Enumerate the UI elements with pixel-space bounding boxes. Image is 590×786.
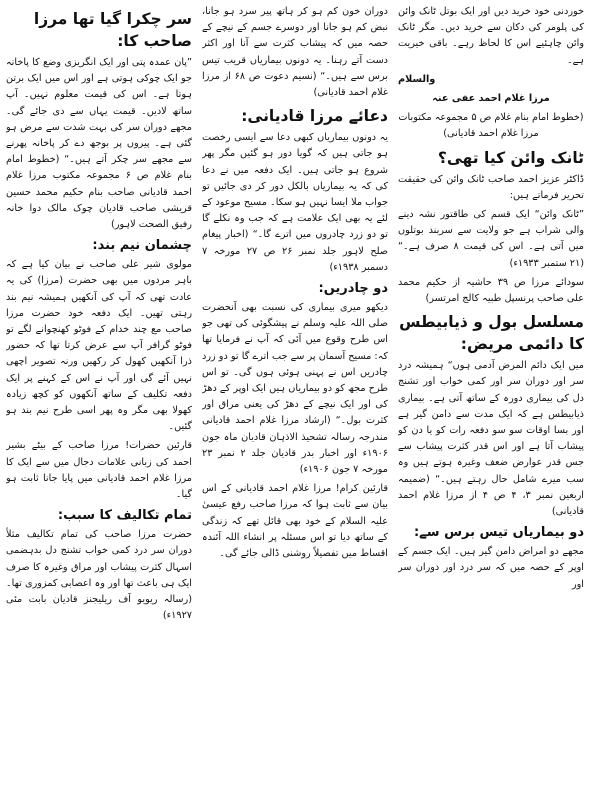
- heading-chronic-patient: مسلسل بول و ذیابیطس کا دائمی مریض:: [399, 313, 584, 354]
- heading-dua: دعائے مرزا قادیانی:: [241, 107, 388, 126]
- heading-two-illnesses: دو بیماریاں تیس برس سے:: [413, 525, 584, 541]
- paragraph: مجھے دو امراض دامن گیر ہیں۔ ایک جسم کے اوپر کے حصہ میں کہ سر درد اور دوران سر اور: [398, 546, 584, 590]
- paragraph: دوران خون کم ہو کر ہاتھ پیر سرد ہو جانا، نبض کم ہو جانا اور دوسرے جسم کے نیچے کے حصہ میں کہ پیشاب کثرت سے آنا اور اکثر دست آتے رہنا۔ یہ دونوں بیماریاں قریب تیس برس سے ہیں۔“ (نسیم دعوت ص ۶۸ از مرزا غلام احمد قادیانی): [202, 6, 388, 99]
- heading-half-closed-eyes: چشمان نیم بند:: [92, 238, 192, 254]
- paragraph: مولوی شیر علی صاحب نے بیان کیا ہے کہ باہر مردوں میں بھی حضرت (مرزا) کی یہ عادت تھی کہ آپ کی آنکھیں ہمیشہ نیم بند رہتی تھیں۔ ایک دفعہ خود حضرت مرزا صاحب مع چند خدام کے فوٹو کھنچوانے لگے تو فوٹو گرافر آپ سے عرض کرتا تھا کہ حضور ذرا آنکھیں کھول کر رکھیں ورنہ تصویر اچھی نہیں آئے گی اور آپ نے اس کے کہنے پر ایک دفعہ تکلیف کے ساتھ آنکھوں کو کچھ زیادہ کھولا بھی مگر وہ پھر اسی طرح نیم بند ہو گئیں۔: [6, 259, 192, 433]
- reference: سودائے مرزا ص ۳۹ حاشیہ از حکیم محمد علی صاحب پرنسپل طبیہ کالج امرتسر): [398, 276, 584, 305]
- quote: ”پان عمدہ پتی اور ایک انگریزی وضع کا پاخانہ جو ایک چوکی ہوتی ہے اور اس میں ایک برتن ہوتا ہے۔ اس کی قیمت معلوم نہیں۔ آپ ساتھ لادیں۔ قیمت یہاں سے دی جائے گی۔ مجھے دوران سر کی بہت شدت سے مرض ہو گئی ہے۔ پیروں پر بوجھ دے کر پاخانہ پھرنے سے مجھے سر چکر آتے ہیں۔“ (خطوط امام بنام غلام ص ۶ مجموعہ مکتوب مرزا غلام احمد قادیانی صاحب بنام حکیم محمد حسین قریشی صاحب قادیان چوک مالک دوا خانہ رفیق الصحت لاہور): [6, 57, 192, 231]
- quote: میں ایک دائم المرض آدمی ہوں“ ہمیشہ درد سر اور دوران سر اور کمی خواب اور تشنج دل کی بیماری دورہ کے ساتھ آتی ہے۔ بیماری ذیابیطس ہے کہ ایک مدت سے دامن گیر ہے اور بسا اوقات سو سو دفعہ رات کو یا دن کو پیشاب آتا ہے اور اس قدر کثرت پیشاب سے جس قدر عوارض ضعف وغیرہ ہوتے ہیں وہ سب میرے شامل حال رہتے ہیں۔“ (ضمیمہ اربعین نمبر ۳، ۴ ص ۴ از مرزا غلام احمد قادیانی): [398, 360, 584, 518]
- heading-two-sheets: دو چادریں:: [318, 281, 388, 297]
- paragraph: حضرت مرزا صاحب کی تمام تکالیف مثلاً دوران سر درد کمی خواب تشنج دل بدہضمی اسہال کثرت پیشاب اور مراق وغیرہ کا صرف ایک ہی باعث تھا اور وہ اعصابی کمزوری تھا۔ (رسالہ ریویو آف ریلیجنز قادیان بابت مئی ۱۹۲۷ء): [6, 529, 192, 622]
- paragraph: دیکھو میری بیماری کی نسبت بھی آنحضرت صلی اللہ علیہ وسلم نے پیشگوئی کی تھی جو اس طرح وقوع میں آئی کہ آپ نے فرمایا تھا کہ: مسیح آسمان پر سے جب اترے گا تو دو زرد چادریں اس نے پہنی ہوئی ہوں گی۔ تو اس طرح مجھ کو دو بیماریاں ہیں ایک اوپر کے دھڑ کی اور ایک نیچے کے دھڑ کی یعنی مراق اور کثرت بول۔“ (ارشاد مرزا غلام احمد قادیانی مندرجہ رسالہ تشحیذ الاذہان قادیان ماہ جون ۱۹۰۶ء اور اخبار بدر قادیان جلد ۲ نمبر ۲۳ مورخہ ۷ جون ۱۹۰۶ء): [202, 302, 388, 476]
- paragraph: ڈاکٹر عزیز احمد صاحب ٹانک وائن کی حقیقت تحریر فرماتے ہیں:: [398, 173, 584, 201]
- heading-cause: تمام تکالیف کا سبب:: [57, 508, 192, 524]
- signature: مرزا غلام احمد عفی عنہ: [432, 93, 550, 105]
- heading-tonic-wine: ٹانک وائن کیا تھی؟: [437, 148, 584, 167]
- heading-dizziness: سر چکرا گیا تھا مرزا صاحب کا:: [33, 10, 192, 50]
- reference: (خطوط امام بنام غلام ص ۵ مجموعہ مکتوبات مرزا غلام احمد قادیانی): [398, 112, 584, 140]
- quote: ”ٹانک وائن“ ایک قسم کی طاقتور نشہ دینے والی شراب ہے جو ولایت سے سربند بوتلوں میں آتی ہے۔ اس کی قیمت ۸ صرف ہے۔“ (۲۱ ستمبر ۱۹۳۳ء): [398, 209, 584, 269]
- letter-text: خوردنی خود خرید دیں اور ایک بوتل ٹانک وائن کی پلومر کی دکان سے خرید دیں۔ مگر ٹانک وائن چاہئیے اس کا لحاظ رہے۔ باقی خیریت ہے۔: [398, 6, 584, 66]
- column-right: [398, 4, 584, 782]
- salutation: والسلام: [398, 73, 436, 85]
- paragraph: قارئین کرام! مرزا غلام احمد قادیانی کے اس بیان سے ثابت ہوا کہ مرزا صاحب رفع عیسیٰ علیہ السلام کے خود بھی قائل تھے کہ زندگی کے ساتھ دیا تو اس مسئلہ پر انشاء اللہ آئندہ اقساط میں تفصیلاً روشنی ڈالی جائے گی۔: [202, 483, 388, 560]
- column-middle: [202, 4, 388, 782]
- column-left: [6, 4, 192, 782]
- paragraph: یہ دونوں بیماریاں کبھی دعا سے ایسی رخصت ہو جاتی ہیں کہ گویا دور ہو گئیں مگر پھر شروع ہو جاتی ہیں۔ ایک دفعہ میں نے دعا کی کہ یہ بیماریاں بالکل دور کر دی جائیں تو جواب ملا ایسا نہیں ہو سکا۔ مسیح موعود کے لئے یہ بھی ایک علامت ہے کہ جب وہ نکلے گا تو دو زرد چادروں میں اترے گا۔“ (اخبار پیغام صلح لاہور جلد نمبر ۲۶ ص ۲۷ مورخہ ۷ دسمبر ۱۹۳۸ء): [202, 132, 388, 273]
- paragraph: قارئین حضرات! مرزا صاحب کے بیٹے بشیر احمد کی زبانی علامات دجال میں سے ایک کا مرزا غلام احمد قادیانی میں پایا جانا ثابت ہو گیا۔: [6, 440, 192, 501]
